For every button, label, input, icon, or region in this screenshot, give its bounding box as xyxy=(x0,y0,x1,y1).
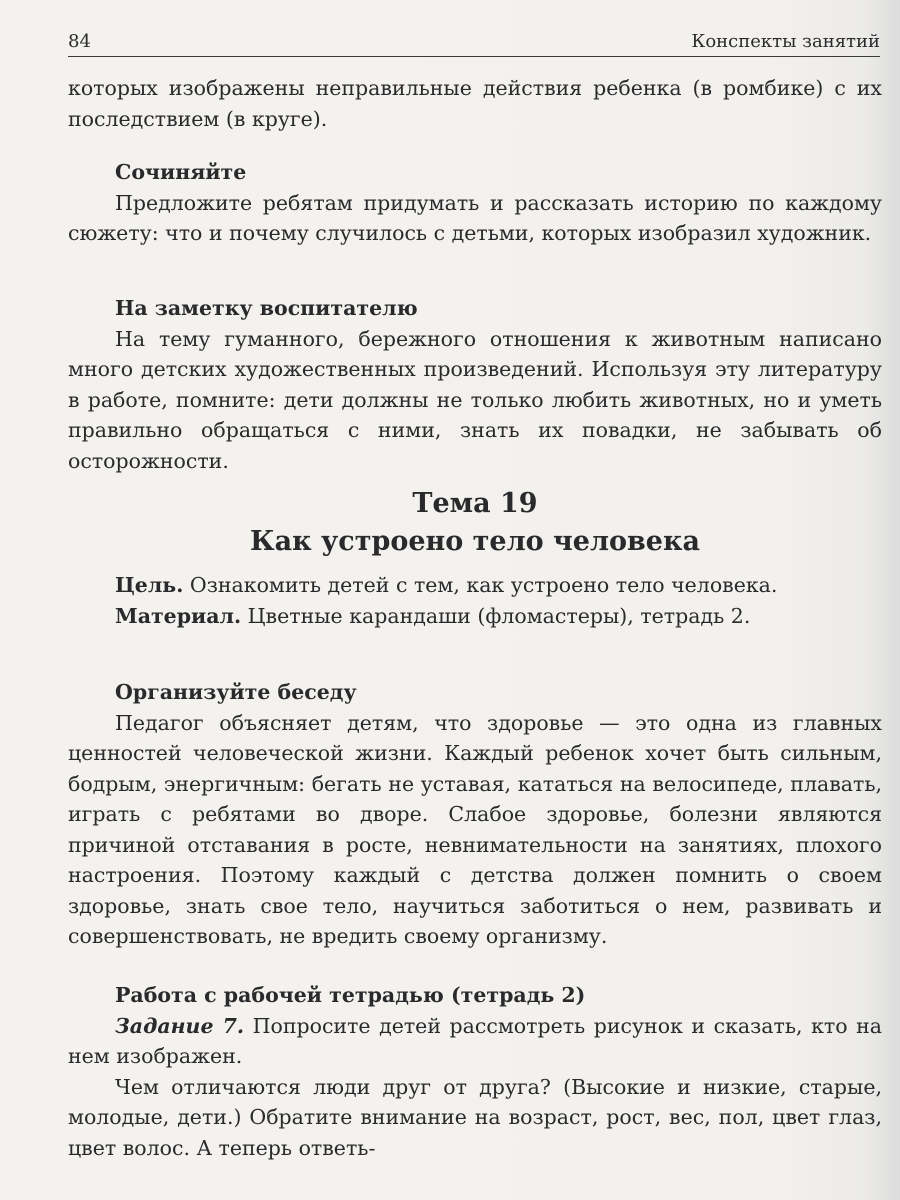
task-label: Задание 7. xyxy=(115,1013,245,1038)
section-heading: Работа с рабочей тетрадью (тетрадь 2) xyxy=(115,983,586,1007)
section-body: Предложите ребятам придумать и рассказать историю по каждому сюжету: что и почему случилось с детьми, которых изобразил художник. xyxy=(68,190,882,245)
goal-text: Ознакомить детей с тем, как устроено тело человека. xyxy=(189,573,778,597)
topic-title: Как устроено тело человека xyxy=(250,526,700,557)
topic-number: Тема 19 xyxy=(412,488,538,519)
material-label: Материал. xyxy=(115,603,242,628)
goal-label: Цель. xyxy=(115,573,184,597)
section-compose xyxy=(68,157,882,249)
task-text: Попросите детей рассмотреть рисунок и сказать, кто на нем изображен. xyxy=(68,1013,882,1068)
intro-paragraph: которых изображены неправильные действия ребенка (в ромбике) с их последствием (в круге). xyxy=(68,76,882,131)
running-title: Конспекты занятий xyxy=(691,31,880,52)
section-workbook xyxy=(68,980,882,1163)
running-header xyxy=(68,30,880,57)
section-talk xyxy=(68,677,882,952)
section-heading: Сочиняйте xyxy=(115,160,247,184)
material-text: Цветные карандаши (фломастеры), тетрадь 2. xyxy=(247,603,751,628)
goal-paragraph xyxy=(68,570,882,631)
task-paragraph xyxy=(68,1011,882,1072)
section-body: Педагог объясняет детям, что здоровье — это одна из главных ценностей человеческой жизни. Каждый ребенок хочет быть сильным, бодрым, энергичным: бегать не уставая, кататься на велосипеде, плавать, играть с ребятами во дворе. Слабое здоровье, болезни являются причиной отставания в росте, невнимательности на занятиях, плохого настроения. Поэтому каждый с детства должен помнить о своем здоровье, знать свое тело, научиться заботиться о нем, развивать и совершенствовать, не вредить своему организму. xyxy=(68,710,882,948)
section-heading: На заметку воспитателю xyxy=(115,296,418,320)
page-number: 84 xyxy=(68,31,91,52)
material-paragraph xyxy=(68,601,882,632)
section-heading: Организуйте беседу xyxy=(115,680,357,704)
section-body: Чем отличаются люди друг от друга? (Высокие и низкие, старые, молодые, дети.) Обратите внимание на возраст, рост, вес, пол, цвет глаз, цвет волос. А теперь ответь- xyxy=(68,1074,882,1160)
section-body: На тему гуманного, бережного отношения к животным написано много детских художественных произведений. Используя эту литературу в работе, помните: дети должны не только любить животных, но и уметь правильно обращаться с ними, знать их повадки, не забывать об осторожности. xyxy=(68,326,882,473)
section-note xyxy=(68,293,882,476)
